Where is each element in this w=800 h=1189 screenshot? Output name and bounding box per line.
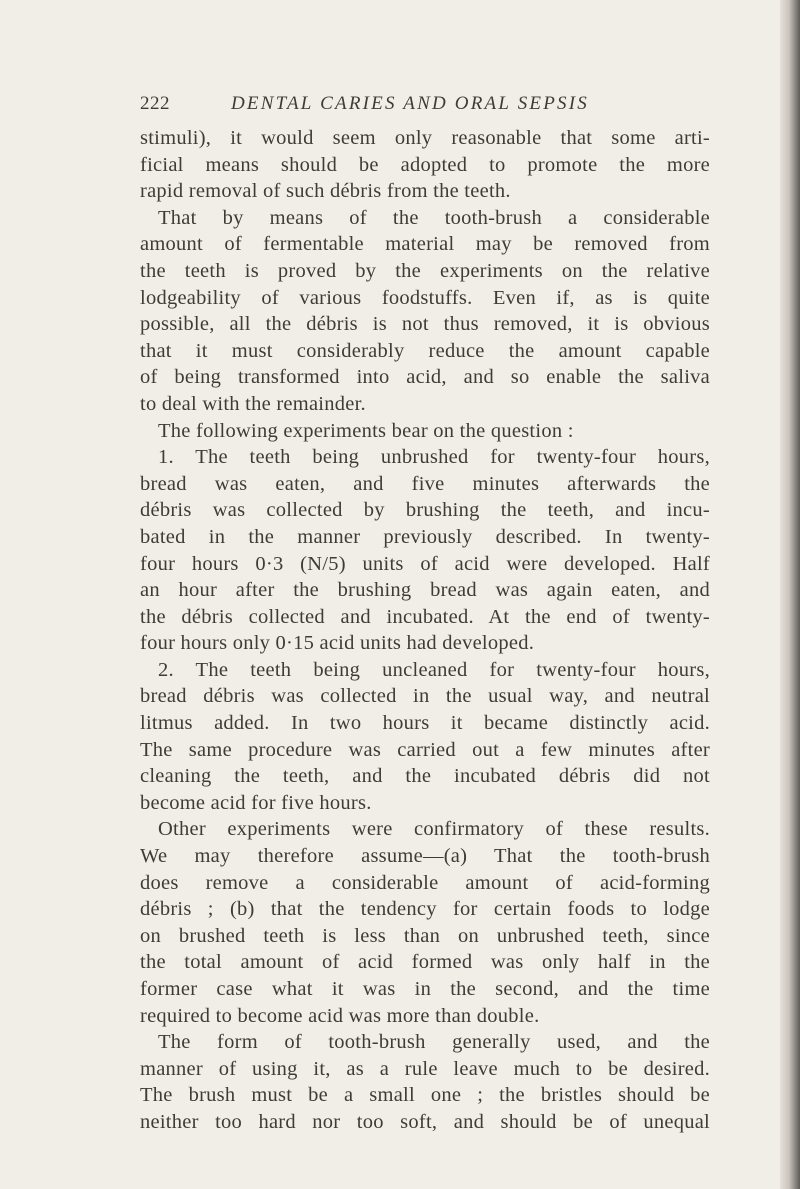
text-line: ficial means should be adopted to promote the more: [140, 153, 710, 176]
text-line: débris was collected by brushing the teeth, and incu-: [140, 499, 710, 522]
text-line: That by means of the tooth-brush a considerable: [158, 206, 710, 229]
text-line: neither too hard nor too soft, and should be of unequal: [140, 1110, 710, 1133]
text-line: to deal with the remainder.: [140, 392, 366, 415]
text-line: does remove a considerable amount of acid-forming: [140, 871, 710, 894]
text-line: litmus added. In two hours it became distinctly acid.: [140, 712, 710, 735]
text-line: the débris collected and incubated. At the end of twenty-: [140, 605, 710, 628]
text-line: 1. The teeth being unbrushed for twenty-four hours,: [158, 446, 710, 469]
text-line: an hour after the brushing bread was again eaten, and: [140, 579, 710, 602]
text-line: The following experiments bear on the question :: [158, 419, 574, 442]
page-header: [140, 93, 700, 117]
text-line: possible, all the débris is not thus removed, it is obvious: [140, 313, 710, 336]
body-text: [140, 125, 710, 1136]
text-line: required to become acid was more than double.: [140, 1004, 540, 1027]
text-line: rapid removal of such débris from the teeth.: [140, 180, 511, 203]
text-line: former case what it was in the second, and the time: [140, 978, 710, 1000]
text-line: on brushed teeth is less than on unbrushed teeth, since: [140, 924, 710, 947]
text-line: four hours only 0·15 acid units had developed.: [140, 632, 535, 655]
text-line: the total amount of acid formed was only half in the: [140, 951, 710, 974]
text-line: lodgeability of various foodstuffs. Even if, as is quite: [140, 286, 710, 309]
text-line: amount of fermentable material may be removed from: [140, 233, 710, 256]
text-line: The brush must be a small one ; the bristles should be: [140, 1084, 710, 1107]
text-line: 2. The teeth being uncleaned for twenty-four hours,: [158, 658, 710, 681]
text-line: that it must considerably reduce the amount capable: [140, 339, 710, 362]
running-title: DENTAL CARIES AND ORAL SEPSIS: [231, 93, 589, 114]
text-line: stimuli), it would seem only reasonable that some arti-: [140, 127, 710, 149]
text-line: the teeth is proved by the experiments on the relative: [140, 259, 710, 282]
text-line: débris ; (b) that the tendency for certain foods to lodge: [140, 898, 710, 921]
text-line: Other experiments were confirmatory of these results.: [158, 818, 710, 841]
text-line: manner of using it, as a rule leave much to be desired.: [140, 1057, 710, 1080]
text-line: bread débris was collected in the usual way, and neutral: [140, 685, 710, 708]
text-line: four hours 0·3 (N/5) units of acid were developed. Half: [140, 552, 710, 575]
text-line: We may therefore assume—(a) That the tooth-brush: [140, 845, 710, 868]
text-line: bated in the manner previously described. In twenty-: [140, 525, 710, 548]
text-line: become acid for five hours.: [140, 791, 372, 814]
page-number: 222: [140, 93, 170, 114]
text-line: The same procedure was carried out a few minutes after: [140, 738, 710, 761]
text-line: The form of tooth-brush generally used, and the: [158, 1031, 710, 1054]
page-edge-shadow: [780, 0, 800, 1189]
text-line: cleaning the teeth, and the incubated débris did not: [140, 765, 710, 788]
text-line: of being transformed into acid, and so enable the saliva: [140, 366, 710, 389]
text-line: bread was eaten, and five minutes afterwards the: [140, 472, 710, 495]
